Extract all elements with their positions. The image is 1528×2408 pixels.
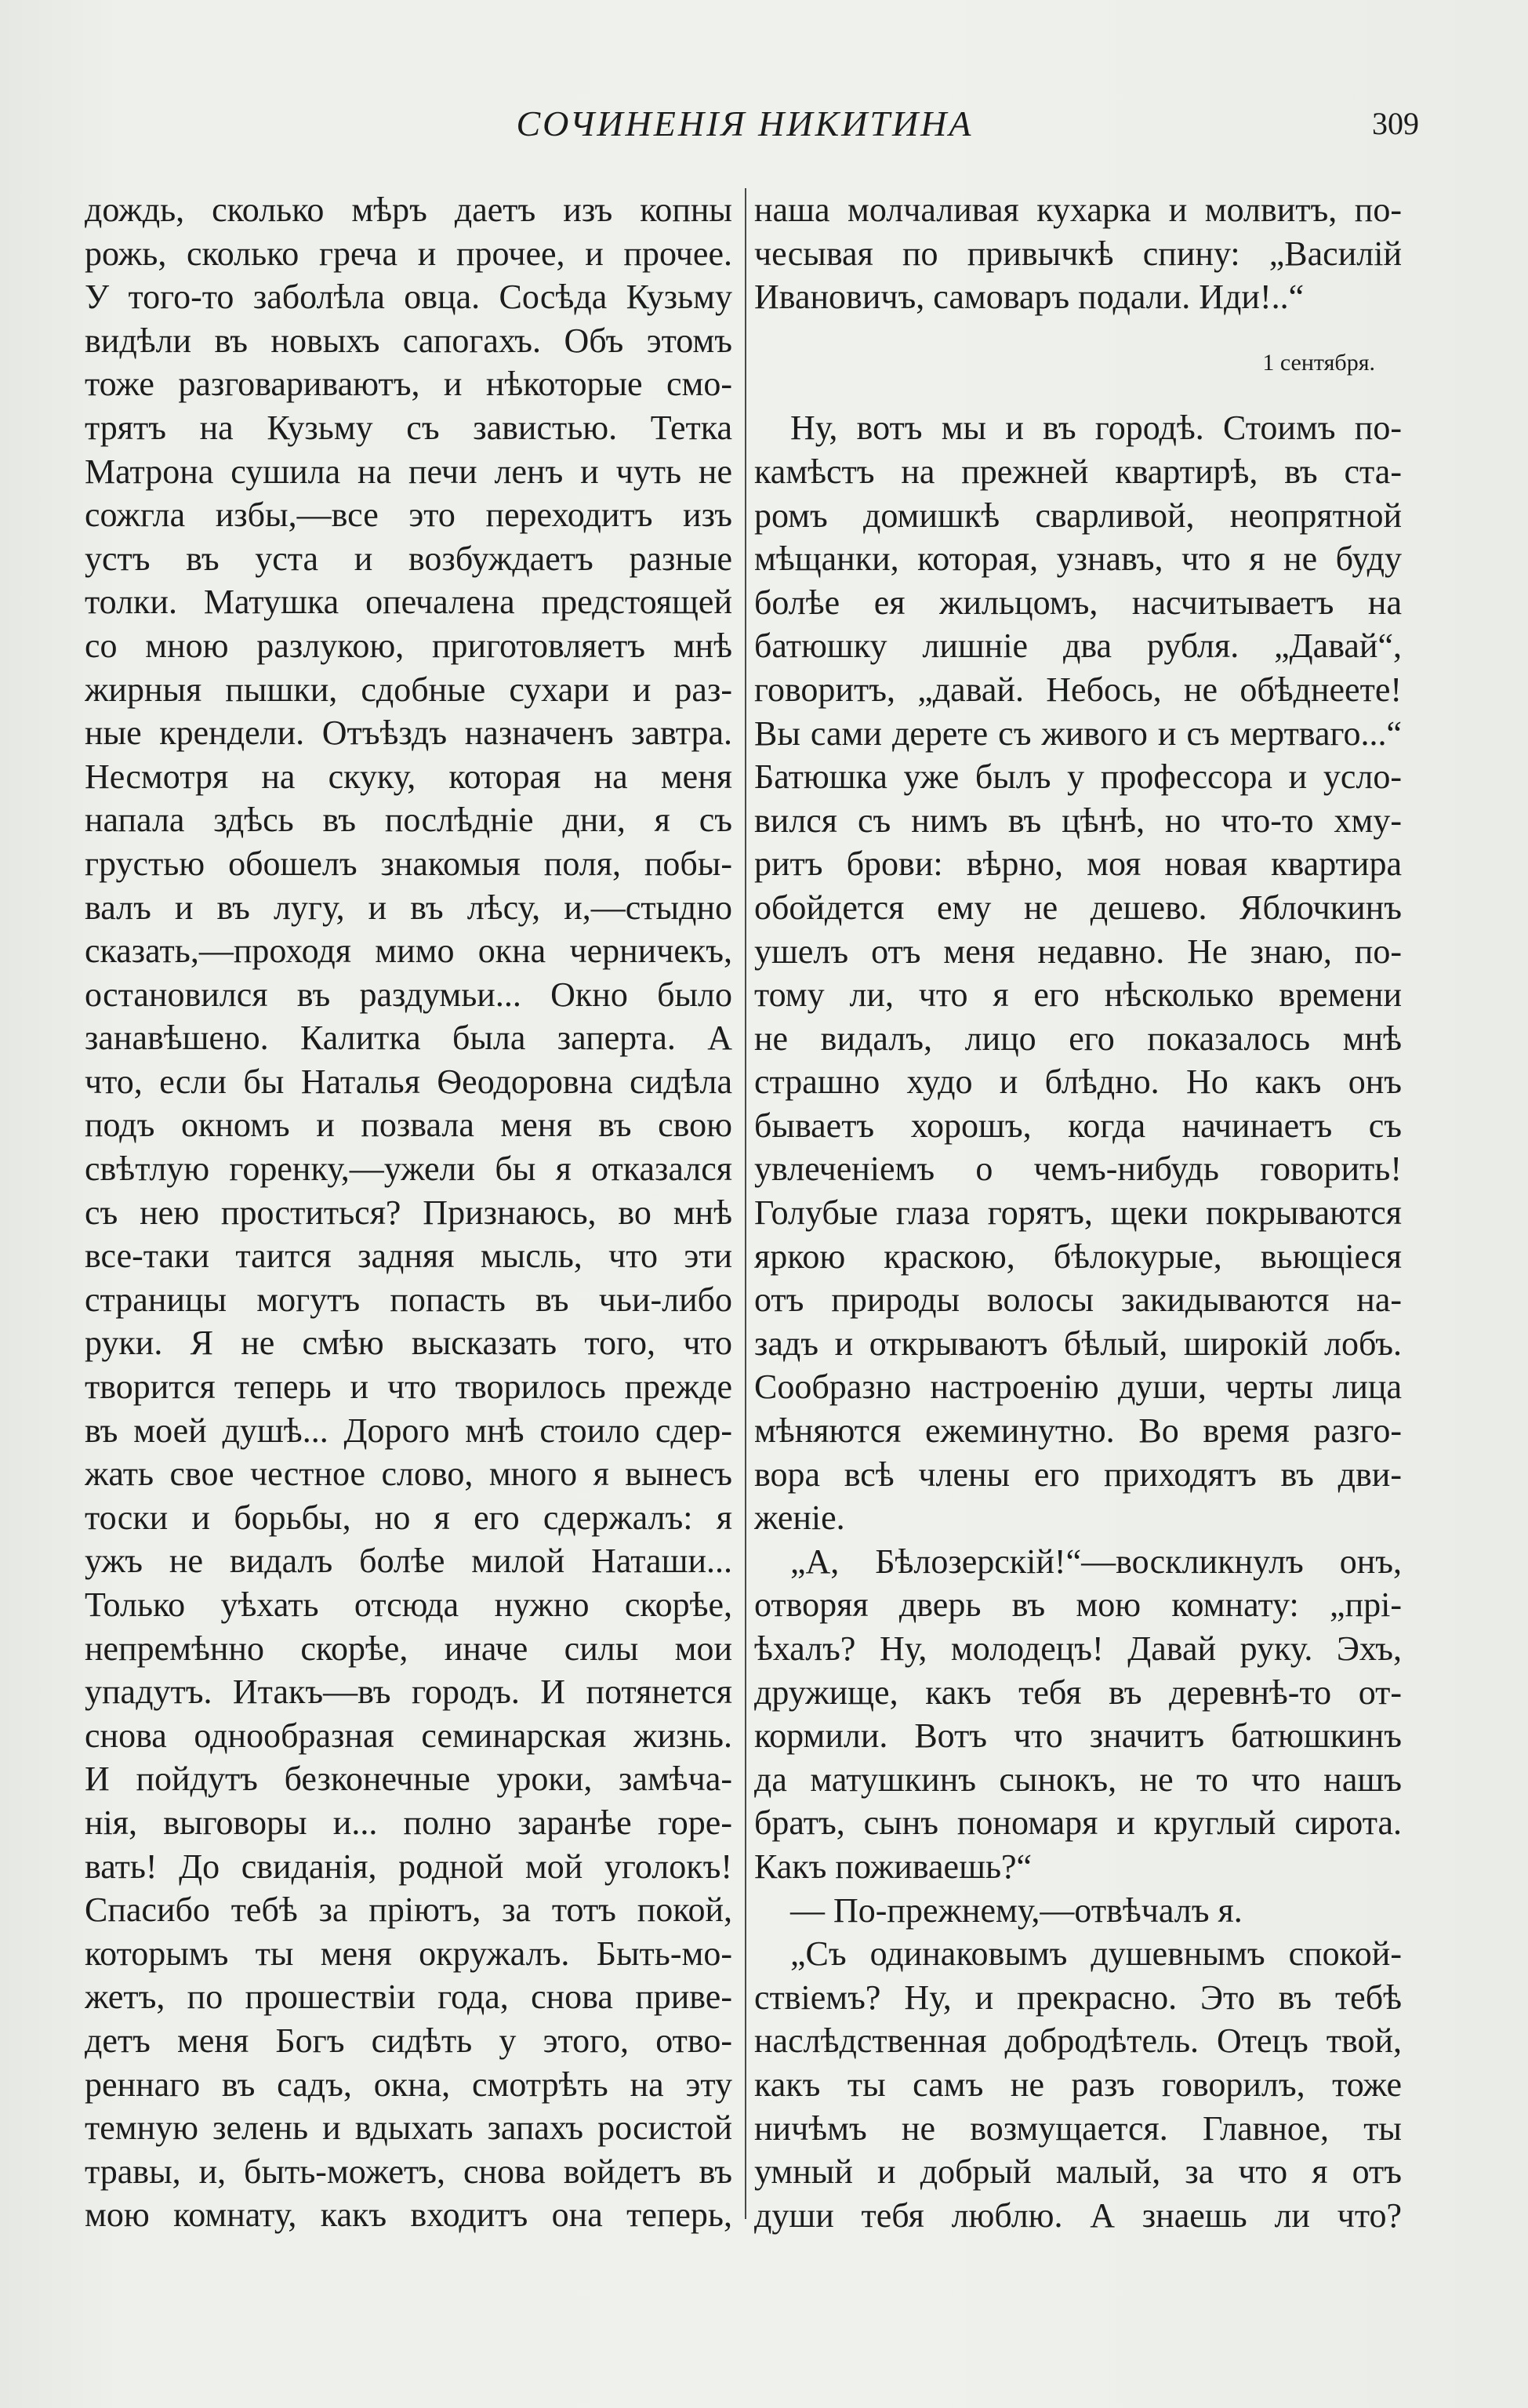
text-line: Несмотря на скуку, которая на меня bbox=[85, 757, 732, 796]
text-line: обойдется ему не дешево. Яблочкинъ bbox=[754, 888, 1402, 927]
text-line: которымъ ты меня окружалъ. Быть-мо- bbox=[85, 1934, 732, 1973]
text-line: со мною разлукою, приготовляетъ мнѣ bbox=[85, 626, 732, 665]
text-line: видѣли въ новыхъ сапогахъ. Объ этомъ bbox=[85, 321, 732, 360]
text-line: вился съ нимъ въ цѣнѣ, но что-то хму- bbox=[754, 801, 1402, 840]
text-line: У того-то заболѣла овца. Сосѣда Кузьму bbox=[85, 278, 732, 317]
text-line: увлеченіемъ о чемъ-нибудь говорить! bbox=[754, 1150, 1402, 1189]
text-line: тоже разговариваютъ, и нѣкоторые смо- bbox=[85, 365, 732, 404]
text-line: жирныя пышки, сдобные сухари и раз- bbox=[85, 670, 732, 709]
text-line: травы, и, быть-можетъ, снова войдетъ въ bbox=[85, 2152, 732, 2191]
text-line: подъ окномъ и позвала меня въ свою bbox=[85, 1106, 732, 1145]
column-divider bbox=[745, 188, 746, 2219]
text-line: устъ въ уста и возбуждаетъ разные bbox=[85, 539, 732, 578]
text-line: сожгла избы,—все это переходитъ изъ bbox=[85, 496, 732, 535]
text-line: наслѣдственная добродѣтель. Отецъ твой, bbox=[754, 2021, 1402, 2061]
text-line: Вы сами дерете съ живого и съ мертваго...“ bbox=[754, 714, 1402, 753]
text-line: вать! До свиданія, родной мой уголокъ! bbox=[85, 1847, 732, 1886]
text-line: нія, выговоры и... полно заранѣе горе- bbox=[85, 1803, 732, 1842]
text-line: ужъ не видалъ болѣе милой Наташи... bbox=[85, 1542, 732, 1581]
text-line: руки. Я не смѣю высказать того, что bbox=[85, 1324, 732, 1363]
text-line: толки. Матушка опечалена предстоящей bbox=[85, 583, 732, 622]
text-line: умный и добрый малый, за что я отъ bbox=[754, 2152, 1402, 2192]
text-line: души тебя люблю. А знаешь ли что? bbox=[754, 2196, 1402, 2235]
text-line: отъ природы волосы закидываются на- bbox=[754, 1280, 1402, 1320]
text-line: вора всѣ члены его приходятъ въ дви- bbox=[754, 1455, 1402, 1494]
text-line: грустью обошелъ знакомыя поля, побы- bbox=[85, 844, 732, 883]
text-line: Ивановичъ, самоваръ подали. Иди!..“ bbox=[754, 278, 1305, 317]
text-line: отворяя дверь въ мою комнату: „прі- bbox=[754, 1585, 1402, 1625]
text-line: снова однообразная семинарская жизнь. bbox=[85, 1716, 732, 1755]
text-line: мѣщанки, которая, узнавъ, что я не буду bbox=[754, 539, 1402, 579]
diary-date: 1 сентября. bbox=[1262, 349, 1375, 376]
page-number: 309 bbox=[1372, 106, 1419, 141]
right-text-column bbox=[754, 188, 1402, 2237]
text-line: бываетъ хорошъ, когда начинаетъ съ bbox=[754, 1106, 1402, 1145]
text-line: страницы могутъ попасть въ чьи-либо bbox=[85, 1280, 732, 1319]
text-line: ѣхалъ? Ну, молодецъ! Давай руку. Эхъ, bbox=[754, 1629, 1402, 1668]
text-line: реннаго въ садъ, окна, смотрѣть на эту bbox=[85, 2065, 732, 2104]
text-line: яркою краскою, бѣлокурые, вьющіеся bbox=[754, 1237, 1402, 1276]
text-line: упадутъ. Итакъ—въ городъ. И потянется bbox=[85, 1673, 732, 1712]
text-line: дружище, какъ тебя въ деревнѣ-то от- bbox=[754, 1673, 1402, 1712]
text-line: какъ ты самъ не разъ говорилъ, тоже bbox=[754, 2065, 1402, 2104]
text-line: „Съ одинаковымъ душевнымъ спокой- bbox=[790, 1934, 1402, 1974]
text-line: страшно худо и блѣдно. Но какъ онъ bbox=[754, 1062, 1402, 1102]
text-line: въ моей душѣ... Дорого мнѣ стоило сдер- bbox=[85, 1411, 732, 1450]
text-line: Только уѣхать отсюда нужно скорѣе, bbox=[85, 1585, 732, 1624]
text-line: задъ и открываютъ бѣлый, широкій лобъ. bbox=[754, 1324, 1402, 1363]
text-line: мою комнату, какъ входитъ она теперь, bbox=[85, 2196, 732, 2235]
text-line: жетъ, по прошествіи года, снова приве- bbox=[85, 1978, 732, 2017]
text-line: валъ и въ лугу, и въ лѣсу, и,—стыдно bbox=[85, 888, 732, 927]
text-line: Спасибо тебѣ за пріютъ, за тотъ покой, bbox=[85, 1890, 732, 1930]
text-line: творится теперь и что творилось прежде bbox=[85, 1367, 732, 1407]
text-line: мѣняются ежеминутно. Во время разго- bbox=[754, 1411, 1402, 1451]
text-line: тоски и борьбы, но я его сдержалъ: я bbox=[85, 1498, 732, 1537]
text-line: Голубые глаза горятъ, щеки покрываются bbox=[754, 1193, 1402, 1233]
text-line: непремѣнно скорѣе, иначе силы мои bbox=[85, 1629, 732, 1668]
running-title: СОЧИНЕНІЯ НИКИТИНА bbox=[516, 104, 974, 143]
text-line: ромъ домишкѣ сварливой, неопрятной bbox=[754, 496, 1402, 535]
text-line: Сообразно настроенію души, черты лица bbox=[754, 1367, 1402, 1407]
text-line: — По-прежнему,—отвѣчалъ я. bbox=[790, 1890, 1243, 1930]
text-line: братъ, сынъ пономаря и круглый сирота. bbox=[754, 1803, 1402, 1843]
text-line: ничѣмъ не возмущается. Главное, ты bbox=[754, 2108, 1402, 2148]
text-line: ушелъ отъ меня недавно. Не знаю, по- bbox=[754, 932, 1402, 971]
text-line: женіе. bbox=[754, 1498, 845, 1538]
left-text-column bbox=[85, 188, 732, 2237]
right-column-text-main bbox=[754, 406, 1402, 2237]
text-line: батюшку лишніе два рубля. „Давай“, bbox=[754, 627, 1402, 666]
right-column-text-top bbox=[754, 188, 1402, 319]
text-line: болѣе ея жильцомъ, насчитываетъ на bbox=[754, 583, 1402, 622]
text-line: чесывая по привычкѣ спину: „Василій bbox=[754, 234, 1402, 273]
text-line: ные крендели. Отъѣздъ назначенъ завтра. bbox=[85, 714, 732, 753]
text-line: что, если бы Наталья Ѳеодоровна сидѣла bbox=[85, 1062, 732, 1101]
text-line: ритъ брови: вѣрно, моя новая квартира bbox=[754, 844, 1402, 884]
text-line: трятъ на Кузьму съ завистью. Тетка bbox=[85, 408, 732, 447]
text-line: дождь, сколько мѣръ даетъ изъ копны bbox=[85, 191, 732, 229]
text-line: наша молчаливая кухарка и молвитъ, по- bbox=[754, 191, 1402, 229]
text-line: напала здѣсь въ послѣдніе дни, я съ bbox=[85, 801, 732, 840]
text-line: детъ меня Богъ сидѣть у этого, отво- bbox=[85, 2021, 732, 2060]
text-line: кормили. Вотъ что значитъ батюшкинъ bbox=[754, 1716, 1402, 1756]
text-line: сказать,—проходя мимо окна черничекъ, bbox=[85, 932, 732, 971]
text-line: говоритъ, „давай. Небось, не обѣднеете! bbox=[754, 670, 1402, 709]
text-line: темную зелень и вдыхать запахъ росистой bbox=[85, 2108, 732, 2148]
text-line: Какъ поживаешь?“ bbox=[754, 1847, 1033, 1886]
text-line: все-таки таится задняя мысль, что эти bbox=[85, 1237, 732, 1276]
text-line: Матрона сушила на печи ленъ и чуть не bbox=[85, 452, 732, 491]
text-line: камѣстъ на прежней квартирѣ, въ ста- bbox=[754, 452, 1402, 491]
text-line: занавѣшено. Калитка была заперта. А bbox=[85, 1019, 732, 1058]
text-line: И пойдутъ безконечные уроки, замѣча- bbox=[85, 1760, 732, 1799]
text-line: „А, Бѣлозерскій!“—воскликнулъ онъ, bbox=[790, 1542, 1402, 1581]
text-line: Батюшка уже былъ у профессора и усло- bbox=[754, 757, 1402, 797]
text-line: Ну, вотъ мы и въ городѣ. Стоимъ по- bbox=[790, 409, 1402, 448]
text-line: свѣтлую горенку,—ужели бы я отказался bbox=[85, 1150, 732, 1189]
text-line: тому ли, что я его нѣсколько времени bbox=[754, 975, 1402, 1015]
text-line: жать свое честное слово, много я вынесъ bbox=[85, 1455, 732, 1494]
text-line: не видалъ, лицо его показалось мнѣ bbox=[754, 1019, 1402, 1058]
text-line: съ нею проститься? Признаюсь, во мнѣ bbox=[85, 1193, 732, 1232]
text-line: рожь, сколько греча и прочее, и прочее. bbox=[85, 234, 732, 273]
running-header bbox=[0, 100, 1528, 147]
text-line: да матушкинъ сынокъ, не то что нашъ bbox=[754, 1760, 1402, 1799]
text-line: ствіемъ? Ну, и прекрасно. Это въ тебѣ bbox=[754, 1978, 1402, 2017]
text-line: остановился въ раздумьи... Окно было bbox=[85, 975, 732, 1014]
